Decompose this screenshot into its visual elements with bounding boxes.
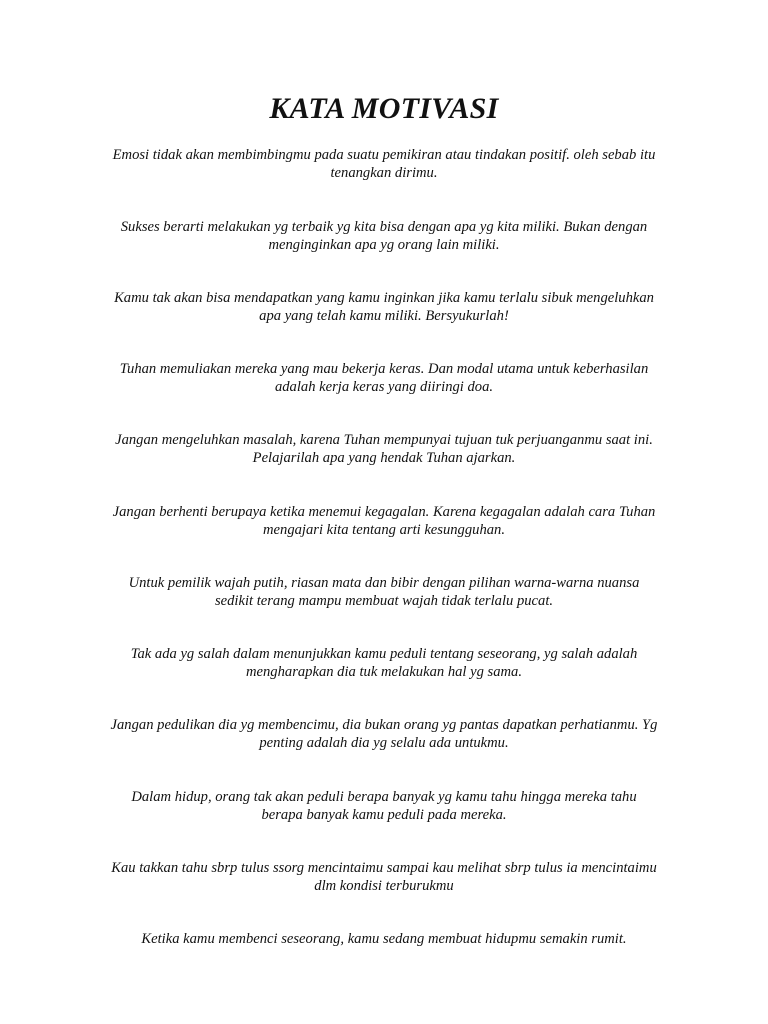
quote-paragraph [84, 645, 684, 681]
quote-line: sedikit terang mampu membuat wajah tidak terlalu pucat. [214, 593, 554, 609]
quote-line: dlm kondisi terburukmu [314, 878, 454, 894]
quote-line: Dalam hidup, orang tak akan peduli berapa banyak yg kamu tahu hingga mereka tahu [131, 789, 637, 805]
quote-line: Tuhan memuliakan mereka yang mau bekerja keras. Dan modal utama untuk keberhasilan [119, 361, 649, 377]
quote-paragraph [84, 716, 684, 752]
quote-paragraph [84, 859, 684, 895]
document-title: KATA MOTIVASI [269, 92, 499, 125]
quote-paragraph [84, 788, 684, 824]
quote-line: Jangan mengeluhkan masalah, karena Tuhan mempunyai tujuan tuk perjuanganmu saat ini. [115, 432, 653, 448]
quote-line: berapa banyak kamu peduli pada mereka. [261, 807, 507, 823]
quote-line: mengharapkan dia tuk melakukan hal yg sama. [245, 664, 522, 680]
quote-line: Tak ada yg salah dalam menunjukkan kamu peduli tentang seseorang, yg salah adalah [130, 646, 638, 662]
quote-line: Emosi tidak akan membimbingmu pada suatu pemikiran atau tindakan positif. oleh sebab itu [112, 147, 656, 163]
quote-line: apa yang telah kamu miliki. Bersyukurlah! [259, 308, 509, 324]
quote-line: Untuk pemilik wajah putih, riasan mata dan bibir dengan pilihan warna-warna nuansa [128, 575, 640, 591]
quote-paragraph [84, 503, 684, 539]
quote-line: adalah kerja keras yang diiringi doa. [274, 379, 494, 395]
quote-line: Kau takkan tahu sbrp tulus ssorg mencintaimu sampai kau melihat sbrp tulus ia mencintaimu [111, 860, 657, 876]
quote-paragraph [84, 289, 684, 325]
quote-line: menginginkan apa yg orang lain miliki. [268, 237, 500, 253]
quote-paragraph [84, 431, 684, 467]
quote-line: Kamu tak akan bisa mendapatkan yang kamu inginkan jika kamu terlalu sibuk mengeluhkan [114, 290, 654, 306]
quote-paragraph [84, 218, 684, 254]
quote-paragraph [84, 574, 684, 610]
quote-line: Jangan pedulikan dia yg membencimu, dia bukan orang yg pantas dapatkan perhatianmu. Yg [110, 717, 658, 733]
quote-line: penting adalah dia yg selalu ada untukmu. [259, 735, 509, 751]
quote-line: Ketika kamu membenci seseorang, kamu sedang membuat hidupmu semakin rumit. [141, 931, 627, 947]
quote-paragraph [84, 146, 684, 182]
quote-line: Jangan berhenti berupaya ketika menemui kegagalan. Karena kegagalan adalah cara Tuhan [112, 504, 656, 520]
quote-line: mengajari kita tentang arti kesungguhan. [263, 522, 505, 538]
quote-line: Sukses berarti melakukan yg terbaik yg kita bisa dengan apa yg kita miliki. Bukan dengan [120, 219, 648, 235]
quote-line: tenangkan dirimu. [330, 165, 438, 181]
quote-paragraph [84, 930, 684, 948]
quote-line: Pelajarilah apa yang hendak Tuhan ajarkan. [252, 450, 516, 466]
quote-paragraph [84, 360, 684, 396]
